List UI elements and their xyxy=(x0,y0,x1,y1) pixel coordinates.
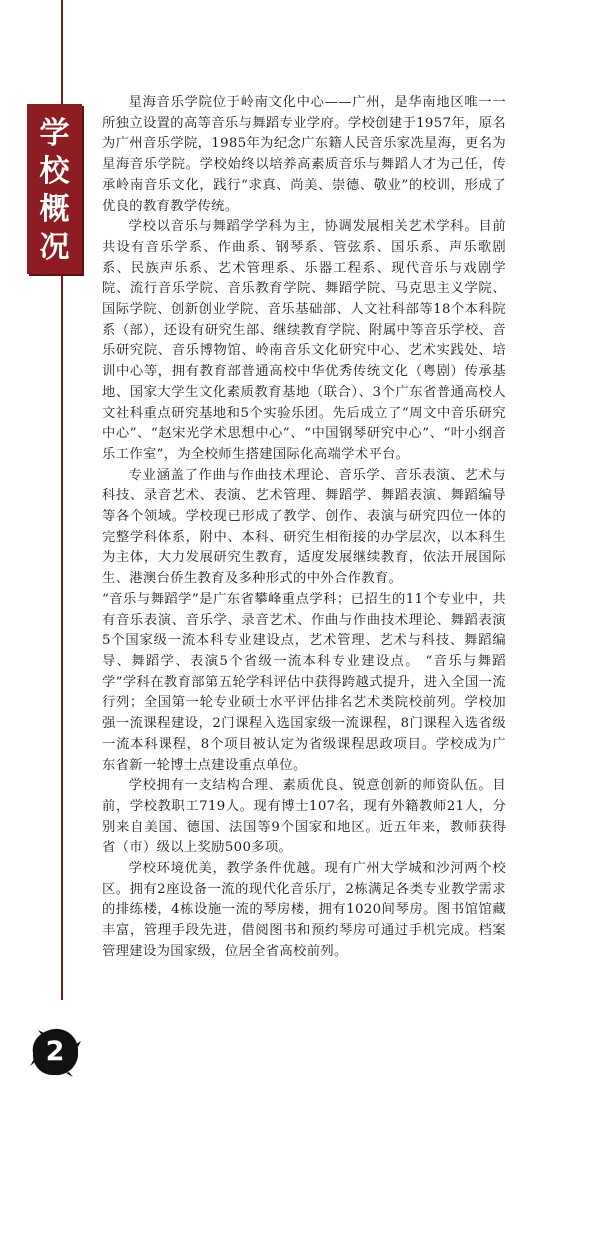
section-title-char: 概 xyxy=(39,192,70,227)
paragraph-intro: 星海音乐学院位于岭南文化中心——广州，是华南地区唯一一所独立设置的高等音乐与舞蹈专业学府。学校创建于1957年，原名为广州音乐学院，1985年为纪念广东籍人民音乐家冼星海，更名为星海音乐学院。学校始终以培养高素质音乐与舞蹈人才为己任，传承岭南音乐文化，践行“求真、尚美、崇德、敬业”的校训，形成了优良的教育教学传统。 xyxy=(102,95,506,214)
section-title-char: 况 xyxy=(39,230,70,265)
section-title-char: 校 xyxy=(39,154,70,189)
section-title-char: 学 xyxy=(39,116,70,151)
paragraph-departments: 学校以音乐与舞蹈学学科为主，协调发展相关艺术学科。目前共设有音乐学系、作曲系、钢琴系、管弦系、国乐系、声乐歌剧系、民族声乐系、艺术管理系、乐器工程系、现代音乐与戏剧学院、流行音乐学院、音乐教育学院、舞蹈学院、马克思主义学院、国际学院、创新创业学院、音乐基础部、人文社科部等18个本科院系（部），还设有研究生部、继续教育学院、附属中等音乐学校、音乐研究院、音乐博物馆、岭南音乐文化研究中心、艺术实践处、培训中心等，拥有教育部普通高校中华优秀传统文化（粤剧）传承基地、国家大学生文化素质教育基地（联合）、3个广东省普通高校人文社科重点研究基地和5个实验乐团。先后成立了“周文中音乐研究中心”、“赵宋光学术思想中心”、“中国钢琴研究中心”、“叶小纲音乐工作室”，为全校师生搭建国际化高端学术平台。 xyxy=(102,219,506,462)
body-text xyxy=(102,93,506,963)
paragraph-faculty: 学校拥有一支结构合理、素质优良、锐意创新的师资队伍。目前，学校教职工719人。现有博士107名，现有外籍教师21人，分别来自美国、德国、法国等9个国家和地区。近五年来，教师获得省（市）级以上奖励500多项。 xyxy=(102,778,506,856)
paragraph-campus: 学校环境优美，教学条件优越。现有广州大学城和沙河两个校区。拥有2座设备一流的现代化音乐厅，2栋满足各类专业教学需求的排练楼，4栋设施一流的琴房楼，拥有1020间琴房。图书馆馆藏丰富，管理手段先进，借阅图书和预约琴房可通过手机完成。档案管理建设为国家级，位居全省高校前列。 xyxy=(102,861,506,959)
page-number-badge xyxy=(29,1026,81,1078)
paragraph-disciplines: “音乐与舞蹈学”是广东省攀峰重点学科；已招生的11个专业中，共有音乐表演、音乐学、录音艺术、作曲与作曲技术理论、舞蹈表演5个国家级一流本科专业建设点，艺术管理、艺术与科技、舞蹈编导、舞蹈学、表演5个省级一流本科专业建设点。 “音乐与舞蹈学”学科在教育部第五轮学科评估中获得跨越式提升，进入全国一流行列；全国第一轮专业硕士水平评估排名艺术类院校前列。学校加强一流课程建设，2门课程入选国家级一流课程，8门课程入选省级一流本科课程，8个项目被认定为省级课程思政项目。学校成为广东省新一轮博士点建设重点单位。 xyxy=(102,591,506,773)
page-number: 2 xyxy=(45,1036,65,1067)
paragraph-majors: 专业涵盖了作曲与作曲技术理论、音乐学、音乐表演、艺术与科技、录音艺术、表演、艺术管理、舞蹈学、舞蹈表演、舞蹈编导等各个领域。学校现已形成了教学、创作、表演与研究四位一体的完整学科体系，附中、本科、研究生相衔接的办学层次，以本科生为主体，大力发展研究生教育，适度发展继续教育，依法开展国际生、港澳台侨生教育及多种形式的中外合作教育。 xyxy=(102,467,506,587)
section-title-tab xyxy=(27,104,82,274)
